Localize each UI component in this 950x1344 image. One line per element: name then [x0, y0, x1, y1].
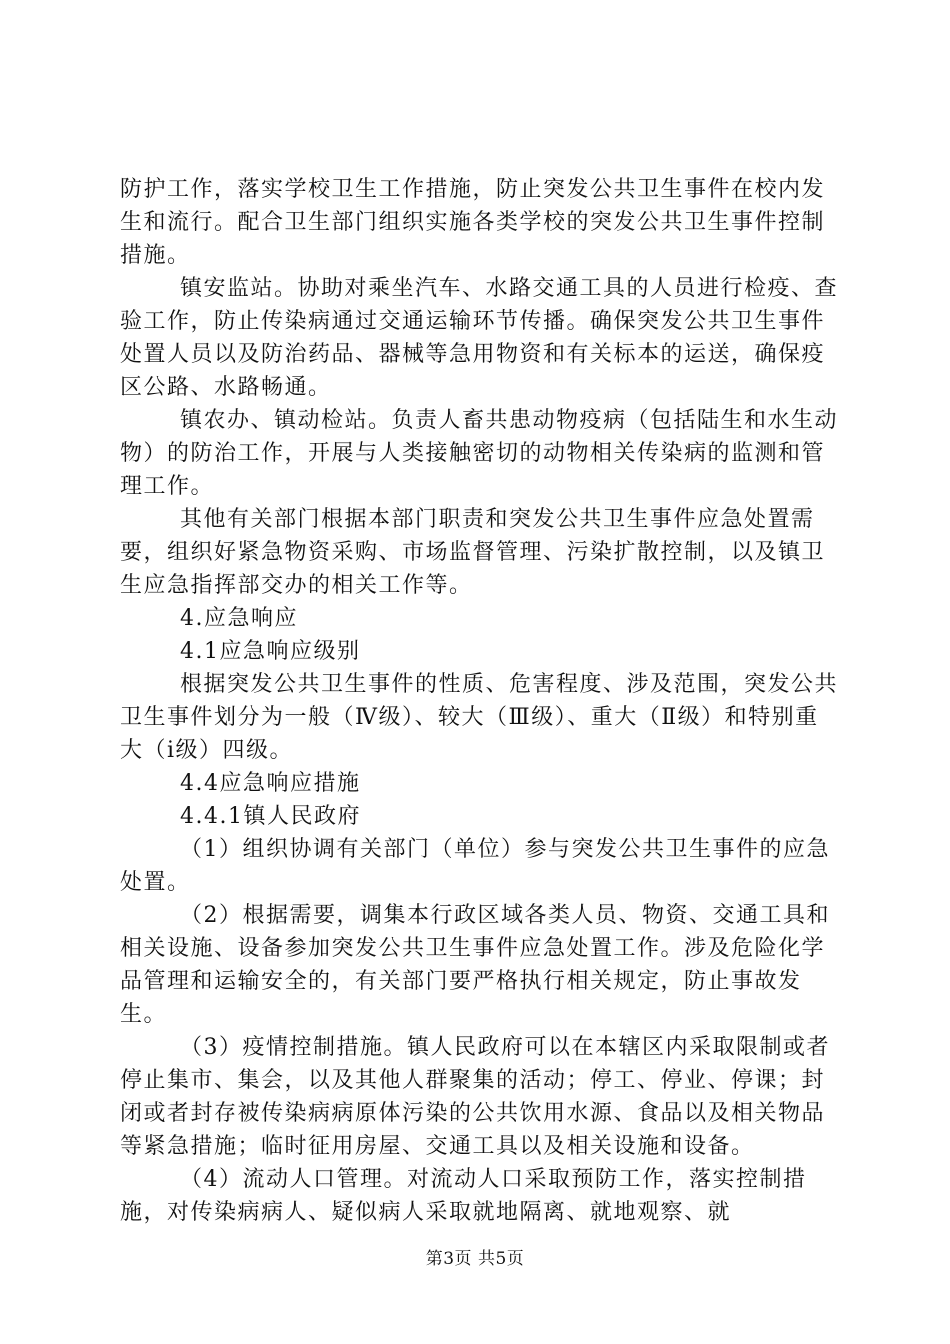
section-heading: 4.4.1镇人民政府: [180, 804, 361, 829]
section-heading: 4.4应急响应措施: [180, 771, 361, 796]
list-item: （2）根据需要，调集本行政区域各类人员、物资、交通工具和相关设施、设备参加突发公共卫生事件应急处置工作。涉及危险化学品管理和运输安全的，有关部门要严格执行相关规定，防止事故发生。: [120, 903, 830, 1027]
section-heading: 4.应急响应: [180, 606, 298, 631]
paragraph: 根据突发公共卫生事件的性质、危害程度、涉及范围，突发公共卫生事件划分为一般（Ⅳ级）、较大（Ⅲ级）、重大（Ⅱ级）和特别重大（ⅰ级）四级。: [120, 672, 839, 763]
document-body: [120, 173, 840, 1229]
list-item: （3）疫情控制措施。镇人民政府可以在本辖区内采取限制或者停止集市、集会，以及其他人群聚集的活动；停工、停业、停课；封闭或者封存被传染病病原体污染的公共饮用水源、食品以及相关物品等紧急措施；临时征用房屋、交通工具以及相关设施和设备。: [120, 1035, 830, 1159]
paragraph: 防护工作，落实学校卫生工作措施，防止突发公共卫生事件在校内发生和流行。配合卫生部门组织实施各类学校的突发公共卫生事件控制措施。: [120, 177, 826, 268]
paragraph: 其他有关部门根据本部门职责和突发公共卫生事件应急处置需要，组织好紧急物资采购、市场监督管理、污染扩散控制，以及镇卫生应急指挥部交办的相关工作等。: [120, 507, 826, 598]
paragraph: 镇安监站。协助对乘坐汽车、水路交通工具的人员进行检疫、查验工作，防止传染病通过交通运输环节传播。确保突发公共卫生事件处置人员以及防治药品、器械等急用物资和有关标本的运送，确保疫区公路、水路畅通。: [120, 276, 839, 400]
page-number-footer: 第3页 共5页: [425, 1249, 525, 1269]
list-item: （4）流动人口管理。对流动人口采取预防工作，落实控制措施，对传染病病人、疑似病人采取就地隔离、就地观察、就: [120, 1167, 807, 1225]
list-item: （1）组织协调有关部门（单位）参与突发公共卫生事件的应急处置。: [120, 837, 830, 895]
paragraph: 镇农办、镇动检站。负责人畜共患动物疫病（包括陆生和水生动物）的防治工作，开展与人类接触密切的动物相关传染病的监测和管理工作。: [120, 408, 839, 499]
section-heading: 4.1应急响应级别: [180, 639, 361, 664]
